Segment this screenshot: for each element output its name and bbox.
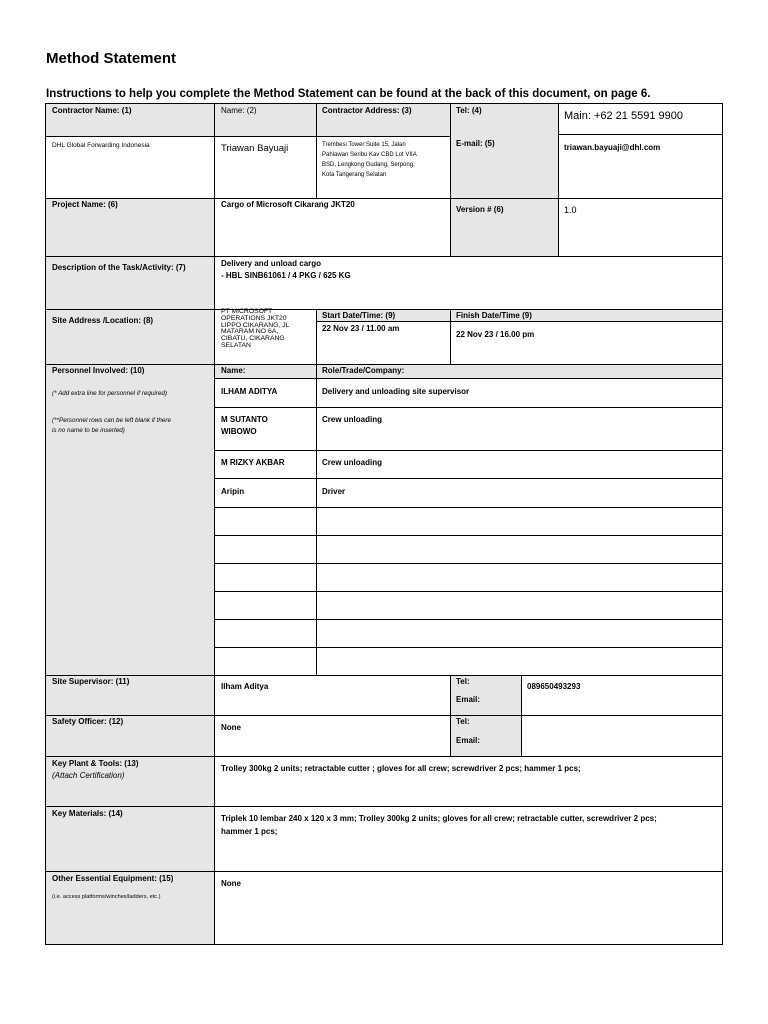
project-name-label: Project Name: (6) [52,200,118,209]
version-label: Version # (6) [456,205,504,214]
safety-officer-label: Safety Officer: (12) [52,717,124,726]
task-description-label: Description of the Task/Activity: (7) [52,263,186,272]
start-date-value: 22 Nov 23 / 11.00 am [322,324,400,333]
supervisor-email-label: Email: [456,695,481,704]
project-name-value: Cargo of Microsoft Cikarang JKT20 [221,200,355,209]
personnel-name: ILHAM ADITYA [221,387,278,396]
contractor-address-label: Contractor Address: (3) [322,106,412,115]
site-address-label: Site Address /Location: (8) [52,316,154,325]
personnel-role: Crew unloading [322,458,382,467]
personnel-role: Driver [322,487,346,496]
other-equipment-value: None [221,879,241,888]
contractor-name-label: Contractor Name: (1) [52,106,132,115]
key-materials-label: Key Materials: (14) [52,809,123,818]
email-label: E-mail: (5) [456,139,495,148]
personnel-name: M RIZKY AKBAR [221,458,285,467]
contractor-address-value: Trembesi Tower Suite 15, Jalan Pahlawan Seribu Kav CBD Lot VIIA BSD, Lengkong Gudang, Serpong, Kota Tangerang Selatan [322,142,417,178]
personnel-role-header: Role/Trade/Company: [322,366,405,375]
task-description-value: Delivery and unload cargo - HBL SINB61061 / 4 PKG / 625 KG [221,259,351,281]
other-equipment-sublabel: (i.e. access platforms/winches/ladders, etc.) [52,894,161,900]
key-plant-sublabel: (Attach Certification) [52,771,125,780]
personnel-note-blank: (**Personnel rows can be left blank if there is no name to be inserted) [52,417,172,435]
site-address-value: PT MICROSOFT OPERATIONS JKT20 LIPPO CIKARANG, JL MATARAM NO 6A, CIBATU, CIKARANG SELATAN [221,308,290,349]
start-date-label: Start Date/Time: (9) [322,311,396,320]
instructions-text: Instructions to help you complete the Method Statement can be found at the back of this document, on page 6. [46,88,651,100]
email-value: triawan.bayuaji@dhl.com [564,143,661,152]
key-materials-value: Triplek 10 lembar 240 x 120 x 3 mm; Trolley 300kg 2 units; gloves for all crew; retractable cutter, screwdriver 2 pcs; hammer 1 pcs; [221,814,657,836]
site-supervisor-value: Ilham Aditya [221,682,269,691]
personnel-name: Aripin [221,487,245,496]
safety-tel-label: Tel: [456,717,470,726]
person-name-label: Name: (2) [221,106,257,115]
other-equipment-label: Other Essential Equipment: (15) [52,874,174,883]
key-plant-label: Key Plant & Tools: (13) [52,759,139,768]
personnel-note-extra: (* Add extra line for personnel if required) [52,390,167,397]
contractor-name-value: DHL Global Forwarding Indonesia [52,142,150,149]
supervisor-tel-label: Tel: [456,677,470,686]
personnel-name: M SUTANTO WIBOWO [221,415,268,437]
finish-date-value: 22 Nov 23 / 16.00 pm [456,330,535,339]
page-title: Method Statement [46,50,177,67]
safety-officer-value: None [221,723,241,732]
site-supervisor-label: Site Supervisor: (11) [52,677,130,686]
version-value: 1.0 [564,205,577,215]
personnel-name-header: Name: [221,366,246,375]
personnel-role: Crew unloading [322,415,382,424]
finish-date-label: Finish Date/Time (9) [456,311,532,320]
key-plant-value: Trolley 300kg 2 units; retractable cutter ; gloves for all crew; screwdriver 2 pcs; hammer 1 pcs; [221,764,581,773]
tel-value: Main: +62 21 5591 9900 [564,110,683,122]
supervisor-tel-value: 089650493293 [527,682,581,691]
safety-email-label: Email: [456,736,481,745]
person-name-value: Triawan Bayuaji [221,143,289,154]
personnel-label: Personnel Involved: (10) [52,366,145,375]
personnel-role: Delivery and unloading site supervisor [322,387,470,396]
tel-label: Tel: (4) [456,106,482,115]
